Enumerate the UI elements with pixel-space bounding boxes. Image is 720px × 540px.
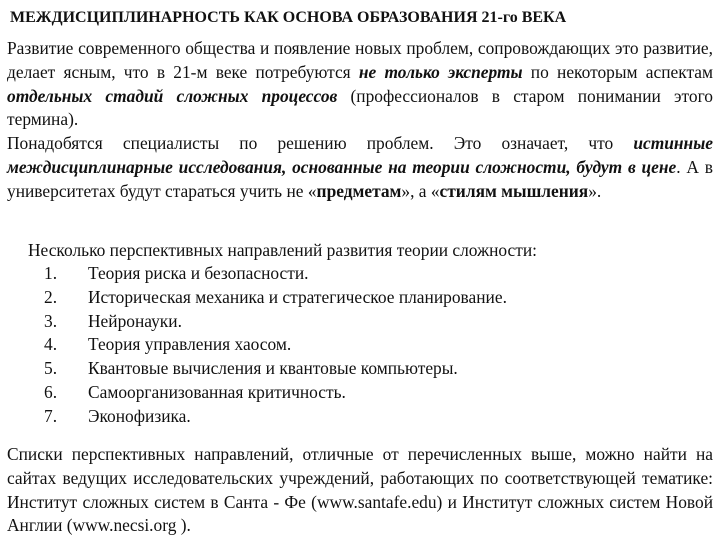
list-item-number: 3. <box>44 310 58 331</box>
list-item <box>44 310 507 334</box>
list-item-number: 2. <box>44 286 58 307</box>
para2-bold-thinking-styles: стилям мышления <box>439 180 589 201</box>
list-item-text: Квантовые вычисления и квантовые компьютеры. <box>88 358 458 379</box>
para2-text-3: », а « <box>401 180 440 201</box>
list-item <box>44 286 507 310</box>
para1-text-3: (профессионалов в старом понимании этого термина). <box>7 85 713 130</box>
list-item-number: 6. <box>44 381 58 402</box>
list-item-text: Историческая механика и стратегическое планирование. <box>88 286 507 307</box>
para2-text-4: ». <box>588 180 602 201</box>
list-item-number: 1. <box>44 263 58 283</box>
paragraph-resources: Списки перспективных направлений, отличные от перечисленных выше, можно найти на сайтах ведущих исследовательских учреждений, работающих по соответствующей тематике: Институт сложных систем в Санта - Фе (www.santafe.edu) и Институт сложных систем Новой Англии (www.necsi.org ). <box>7 444 713 536</box>
list-item <box>44 405 507 429</box>
para1-text-2: по некоторым аспектам <box>522 61 713 82</box>
slide-title: МЕЖДИСЦИПЛИНАРНОСТЬ КАК ОСНОВА ОБРАЗОВАНИЯ 21-го ВЕКА <box>10 9 567 26</box>
directions-list <box>44 262 507 429</box>
list-item-text: Теория управления хаосом. <box>88 334 292 355</box>
para1-text-1: Развитие современного общества и появление новых проблем, сопровождающих это развитие, делает ясным, что в 21-м веке потребуются <box>7 38 713 82</box>
paragraph-specialists <box>7 132 713 203</box>
list-item <box>44 357 507 381</box>
list-item <box>44 381 507 405</box>
list-item-number: 7. <box>44 405 58 426</box>
list-item <box>44 262 507 286</box>
para2-text-1: Понадобятся специалисты по решению проблем. Это означает, что <box>7 133 634 153</box>
para1-emphasis-2: отдельных стадий сложных процессов <box>7 85 338 106</box>
para2-text-2: . А в университетах будут стараться учить не « <box>7 156 713 201</box>
list-item-text: Самоорганизованная критичность. <box>88 381 346 402</box>
paragraph-intro <box>7 37 713 132</box>
list-intro: Несколько перспективных направлений развития теории сложности: <box>28 240 537 260</box>
list-item-text: Теория риска и безопасности. <box>88 263 309 283</box>
para2-emphasis-1: истинные междисциплинарные исследования, основанные на теории сложности, будут в цене <box>7 133 713 177</box>
list-item-number: 4. <box>44 334 58 355</box>
list-item-text: Нейронауки. <box>88 310 182 331</box>
list-item <box>44 333 507 357</box>
para2-bold-subjects: предметам <box>316 180 402 201</box>
list-item-text: Эконофизика. <box>88 405 191 426</box>
list-item-number: 5. <box>44 358 58 379</box>
para1-emphasis-1: не только эксперты <box>358 61 523 82</box>
